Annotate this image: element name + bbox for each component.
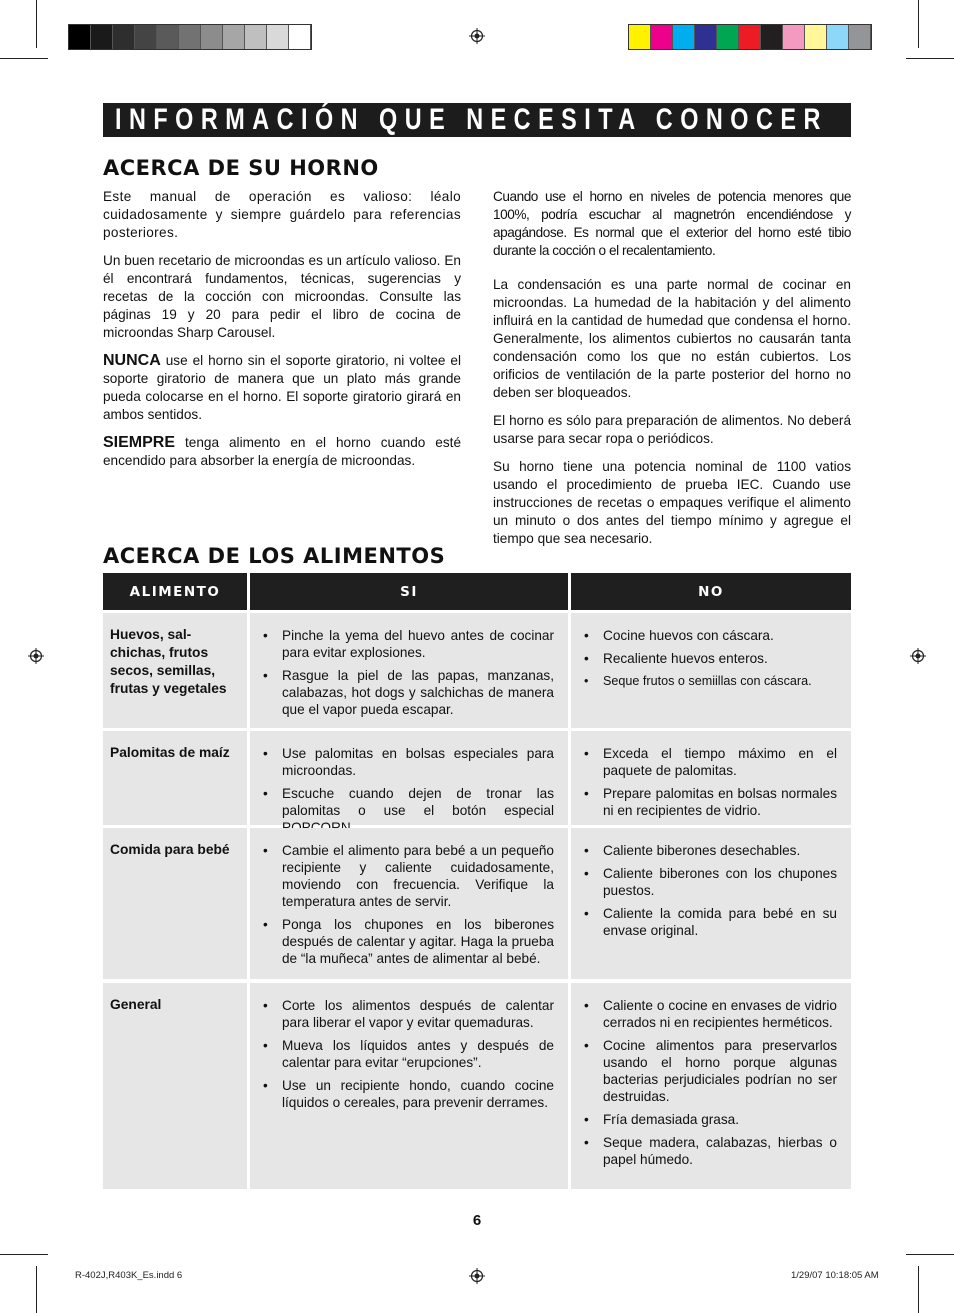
paragraph <box>103 434 461 470</box>
column-header-yes: SI <box>250 573 568 610</box>
crop-mark <box>918 1266 919 1313</box>
oven-right-column <box>493 188 851 558</box>
food-cell: Palomitas de maíz <box>103 731 247 825</box>
food-cell: Huevos, sal-chichas, frutos secos, semillas, frutas y vegetales <box>103 613 247 728</box>
list-item: • Prepare palomitas en bolsas normales ni en recipientes de vidrio. <box>571 785 837 819</box>
title-banner <box>103 103 851 137</box>
registration-mark-icon <box>910 648 926 664</box>
registration-mark-icon <box>28 648 44 664</box>
paragraph: El horno es sólo para preparación de alimentos. No deberá usarse para secar ropa o periódicos. <box>493 413 851 446</box>
list-item: • Caliente o cocine en envases de vidrio cerrados ni en recipientes herméticos. <box>571 997 837 1031</box>
calibration-swatch <box>201 25 223 49</box>
calibration-swatch <box>289 25 311 49</box>
registration-mark-icon <box>469 28 485 44</box>
list-item: • Caliente biberones con los chupones puestos. <box>571 865 837 899</box>
paragraph-text: use el horno sin el soporte giratorio, ni voltee el soporte giratorio de manera que un plato más grande pueda colocarse en el horno. El soporte giratorio girará en ambos sentidos. <box>103 353 461 422</box>
list-item: • Caliente biberones desechables. <box>571 842 837 859</box>
list-item: • Exceda el tiempo máximo en el paquete de palomitas. <box>571 745 837 779</box>
calibration-swatch <box>717 25 739 49</box>
list-item: • Use palomitas en bolsas especiales para microondas. <box>250 745 554 779</box>
list-item: • Corte los alimentos después de calentar para liberar el vapor y evitar quemaduras. <box>250 997 554 1031</box>
section-heading-oven: ACERCA DE SU HORNO <box>103 156 379 180</box>
do-cell <box>250 828 568 979</box>
column-header-no: NO <box>571 573 851 610</box>
calibration-swatch <box>157 25 179 49</box>
paragraph-text: tenga alimento en el horno cuando esté encendido para absorber la energía de microondas. <box>103 435 461 468</box>
food-cell: General <box>103 983 247 1189</box>
list-item: • Seque madera, calabazas, hierbas o papel húmedo. <box>571 1134 837 1168</box>
calibration-swatch <box>113 25 135 49</box>
calibration-swatch <box>629 25 651 49</box>
list-item: • Cambie el alimento para bebé a un pequeño recipiente y caliente cuidadosamente, moviendo con frecuencia. Verifique la temperatura antes de servir. <box>250 842 554 910</box>
dont-cell <box>571 828 851 979</box>
print-timestamp: 1/29/07 10:18:05 AM <box>791 1270 879 1281</box>
calibration-swatch <box>267 25 289 49</box>
paragraph: Cuando use el horno en niveles de potencia menores que 100%, podría escuchar al magnetrón encendiéndose y apagándose. Es normal que el exterior del horno esté tibio durante la cocción o el recalentamiento. <box>493 189 851 258</box>
calibration-swatch <box>827 25 849 49</box>
calibration-swatch <box>179 25 201 49</box>
paragraph <box>103 352 461 424</box>
color-calibration-bar <box>628 24 872 50</box>
dont-cell <box>571 983 851 1189</box>
paragraph <box>103 188 461 242</box>
list-item: • Use un recipiente hondo, cuando cocine líquidos o cereales, para prevenir derrames. <box>250 1077 554 1111</box>
crop-mark <box>36 1266 37 1313</box>
paragraph-lead-nunca: NUNCA <box>103 352 161 369</box>
oven-left-column <box>103 188 461 480</box>
calibration-swatch <box>223 25 245 49</box>
list-item: • Rasgue la piel de las papas, manzanas, calabazas, hot dogs y salchichas de manera que el vapor pueda escapar. <box>250 667 554 718</box>
food-cell: Comida para bebé <box>103 828 247 979</box>
calibration-swatch <box>673 25 695 49</box>
dont-cell <box>571 731 851 825</box>
list-item: • Escuche cuando dejen de tronar las palomitas o use el botón especial <box>250 785 554 836</box>
list-item: • Seque frutos o semiillas con cáscara. <box>571 673 837 690</box>
calibration-swatch <box>739 25 761 49</box>
list-item: • Ponga los chupones en los biberones después de calentar y agitar. Haga la prueba de “la muñeca” antes de alimentar al bebé. <box>250 916 554 967</box>
file-slug: R-402J,R403K_Es.indd 6 <box>75 1270 183 1281</box>
calibration-swatch <box>245 25 267 49</box>
crop-mark <box>0 58 48 59</box>
calibration-swatch <box>651 25 673 49</box>
paragraph-text: Este manual de operación es valioso: léalo cuidadosamente y siempre guárdelo para referencias posteriores. <box>103 189 461 240</box>
calibration-swatch <box>805 25 827 49</box>
do-cell <box>250 983 568 1189</box>
section-heading-food: ACERCA DE LOS ALIMENTOS <box>103 544 446 568</box>
list-item: • Mueva los líquidos antes y después de calentar para evitar “erupciones”. <box>250 1037 554 1071</box>
list-item: • Caliente la comida para bebé en su envase original. <box>571 905 837 939</box>
crop-mark <box>0 1254 48 1255</box>
crop-mark <box>36 0 37 48</box>
list-item: • Cocine huevos con cáscara. <box>571 627 837 644</box>
registration-mark-icon <box>469 1268 485 1284</box>
gray-calibration-bar <box>68 24 312 50</box>
list-item: • Pinche la yema del huevo antes de cocinar para evitar explosiones. <box>250 627 554 661</box>
list-item: • Fría demasiada grasa. <box>571 1111 837 1128</box>
calibration-swatch <box>135 25 157 49</box>
calibration-swatch <box>91 25 113 49</box>
calibration-swatch <box>761 25 783 49</box>
paragraph: Su horno tiene una potencia nominal de 1100 vatios usando el procedimiento de prueba IEC. Cuando use instrucciones de recetas o empaques verifique el alimento un minuto o dos antes del tiempo mínimo y agregue el tiempo que sea necesario. <box>493 459 851 546</box>
crop-mark <box>906 58 954 59</box>
paragraph-lead-siempre: SIEMPRE <box>103 434 176 451</box>
paragraph: La condensación es una parte normal de cocinar en microondas. La humedad de la habitación y del alimento influirá en la cantidad de humedad que condensa el horno. Generalmente, los alimentos cubiertos no causarán tanta condensación como los que no están cubiertos. Los orificios de ventilación de la parte posterior del horno no deben ser bloqueados. <box>493 277 851 400</box>
crop-mark <box>906 1254 954 1255</box>
calibration-swatch <box>783 25 805 49</box>
calibration-swatch <box>849 25 871 49</box>
do-cell <box>250 613 568 728</box>
calibration-swatch <box>695 25 717 49</box>
page-title: INFORMACIÓN QUE NECESITA CONOCER <box>115 103 828 136</box>
do-cell <box>250 731 568 825</box>
list-item: • Recaliente huevos enteros. <box>571 650 837 667</box>
dont-cell <box>571 613 851 728</box>
paragraph <box>103 252 461 342</box>
list-item: • Cocine alimentos para preservarlos usando el horno porque algunas bacterias perjudiciales podrían no ser destruidas. <box>571 1037 837 1105</box>
calibration-swatch <box>69 25 91 49</box>
column-header-food: ALIMENTO <box>103 573 247 610</box>
paragraph-text: Un buen recetario de microondas es un artículo valioso. En él encontrará fundamentos, técnicas, sugerencias y recetas de la cocción con microondas. Consulte las páginas 19 y 20 para pedir el libro de cocina de microondas Sharp Carousel. <box>103 253 461 340</box>
page-number: 6 <box>472 1212 482 1229</box>
crop-mark <box>918 0 919 48</box>
